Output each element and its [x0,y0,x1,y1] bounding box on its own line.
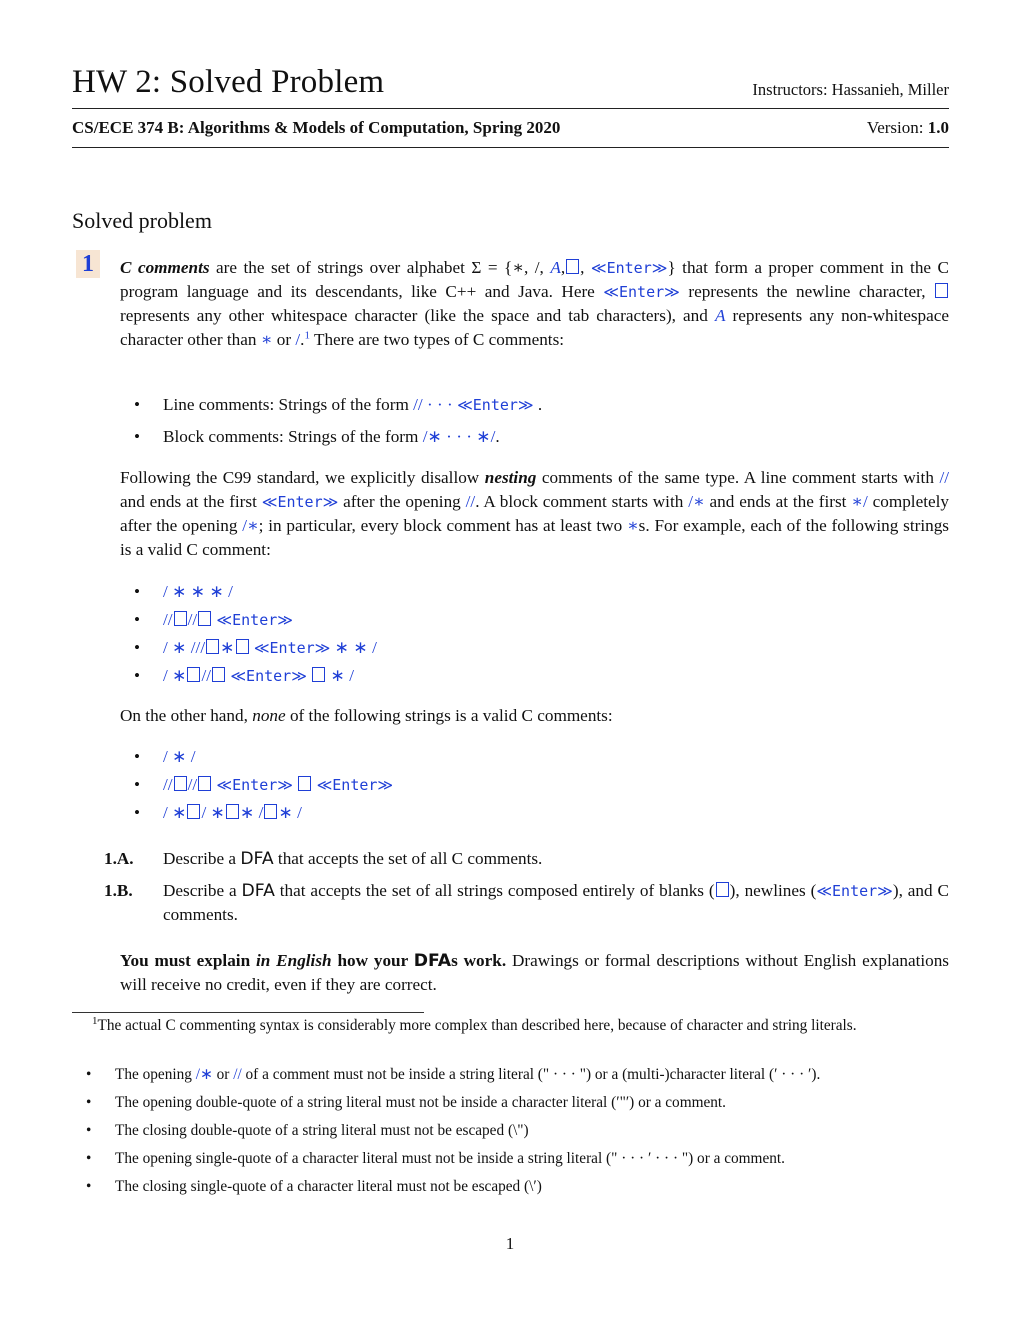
invalid-example: • // // ≪Enter≫ ≪Enter≫ [134,775,394,794]
footnote-bullet: • The closing single-quote of a character literal must not be escaped (\′) [86,1178,542,1195]
blank-symbol-icon [312,667,325,682]
part-1b-label: 1.B. [104,881,133,900]
bullet-block-comments: • Block comments: Strings of the form /∗ · · · ∗/. [134,427,500,446]
invalid-intro: On the other hand, none of the following strings is a valid C comments: [120,706,613,725]
intro-paragraph: C comments are the set of strings over alphabet Σ = {∗, /, A, , ≪Enter≫} that form a proper comment in the C program language and its descendants, like C++ and Java. Here ≪Enter≫ represents the newline character, represents any other whitespace character (like the space and tab characters), and A represents any non-whitespace character other than ∗ or /.$^1$ There are two types of C comments: [120,258,950,349]
blank-symbol-icon [174,776,187,791]
valid-example: • / ∗ // ≪Enter≫ ∗ / [134,666,354,685]
blank-symbol-icon [566,259,579,274]
footnote-mark[interactable]: 1 [304,329,310,342]
blank-symbol-icon [226,804,239,819]
blank-symbol-icon [198,776,211,791]
footnote-rule [72,1012,424,1013]
part-1a-label: 1.A. [104,849,134,868]
footnote-bullet: • The opening double-quote of a string literal must not be inside a character literal (′"′) or a comment. [86,1094,727,1111]
part-1b: Describe a DFA that accepts the set of all strings composed entirely of blanks ( ), newlines (≪Enter≫), and C comments. [163,881,949,924]
invalid-example: • / ∗ / [134,747,196,766]
page-number: 1 [505,1234,515,1253]
blank-symbol-icon [298,776,311,791]
blank-symbol-icon [212,667,225,682]
blank-symbol-icon [198,611,211,626]
valid-example: • // // ≪Enter≫ [134,610,293,629]
blank-symbol-icon [935,283,948,298]
footnote-bullet: • The closing double-quote of a string literal must not be escaped (\") [86,1122,529,1139]
blank-symbol-icon [236,639,249,654]
version [867,118,949,138]
term-c-comments: C comments [120,258,210,277]
blank-symbol-icon [187,804,200,819]
invalid-example: • / ∗ / ∗ ∗ / ∗ / [134,803,302,822]
version-label: Version: [866,118,928,137]
blank-symbol-icon [206,639,219,654]
blank-symbol-icon [716,882,729,897]
instructors: Instructors: Hassanieh, Miller [752,80,949,99]
part-1a: 1.A. Describe a DFA that accepts the set of all C comments. [104,849,543,869]
header-rule-top [72,108,949,109]
footnote-bullet: • The opening single-quote of a character literal must not be inside a string literal (" · · · ′ · · · ") or a comment. [86,1150,785,1167]
footnote-text: $^1$The actual C commenting syntax is considerably more complex than described here, because of character and string literals. [92,1014,857,1034]
instruction-note: You must explain in English how your DFAs work. Drawings or formal descriptions without English explanations will receive no credit, even if they are correct. [120,951,949,994]
version-value: 1.0 [927,118,949,137]
bullet-line-comments: • Line comments: Strings of the form // · · · ≪Enter≫ . [134,395,543,414]
problem-number: 1 [76,250,100,278]
blank-symbol-icon [187,667,200,682]
blank-symbol-icon [174,611,187,626]
nesting-paragraph: Following the C99 standard, we explicitly disallow nesting comments of the same type. A line comment starts with // and ends at the first ≪Enter≫ after the opening //. A block comment starts with /∗ and ends at the first ∗/ completely after the opening /∗; in particular, every block comment has at least two ∗s. For example, each of the following strings is a valid C comment: [120,468,950,559]
footnote-bullet: • The opening /∗ or // of a comment must not be inside a string literal (" · · · ") or a (multi-)character literal (′ · · · ′). [86,1066,821,1083]
header-rule-bottom [72,147,949,148]
course-title: CS/ECE 374 B: Algorithms & Models of Computation, Spring 2020 [72,118,561,137]
section-heading: Solved problem [72,208,212,233]
blank-symbol-icon [264,804,277,819]
valid-example: • / ∗ /// ∗ ≪Enter≫ ∗ ∗ / [134,638,377,657]
valid-example: • / ∗ ∗ ∗ / [134,582,233,601]
page-title: HW 2: Solved Problem [72,64,385,100]
